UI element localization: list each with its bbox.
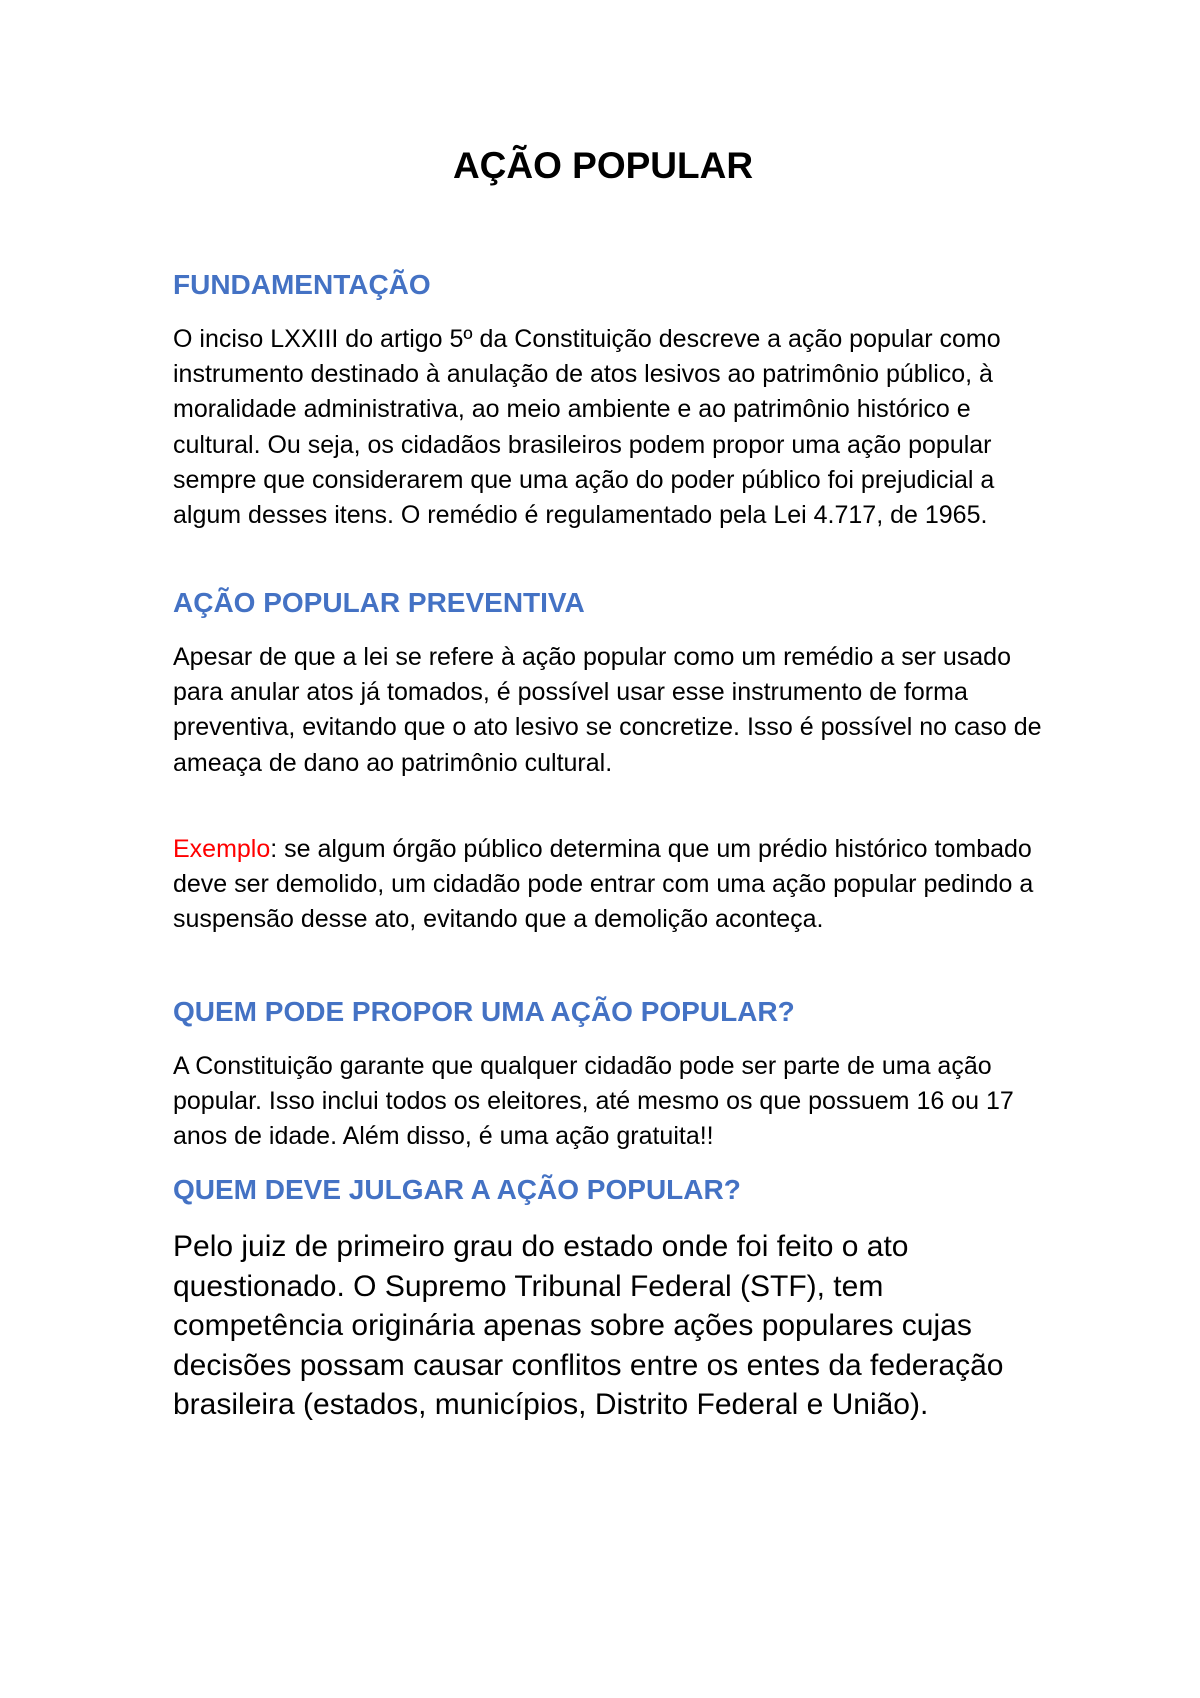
section-heading-quem-deve-julgar: QUEM DEVE JULGAR A AÇÃO POPULAR? <box>173 1174 741 1205</box>
paragraph-acao-popular-preventiva: Apesar de que a lei se refere à ação popular como um remédio a ser usado para anular atos já tomados, é possível usar esse instrumento de forma preventiva, evitando que o ato lesivo se concretize. Isso é possível no caso de ameaça de dano ao patrimônio cultural. <box>173 643 1042 777</box>
example-text: : se algum órgão público determina que um prédio histórico tombado deve ser demolido, um cidadão pode entrar com uma ação popular pedindo a suspensão desse ato, evitando que a demolição aconteça. <box>173 835 1034 934</box>
paragraph-fundamentacao: O inciso LXXIII do artigo 5º da Constituição descreve a ação popular como instrumento destinado à anulação de atos lesivos ao patrimônio público, à moralidade administrativa, ao meio ambiente e ao patrimônio histórico e cultural. Ou seja, os cidadãos brasileiros podem propor uma ação popular sempre que considerarem que uma ação do poder público foi prejudicial a algum desses itens. O remédio é regulamentado pela Lei 4.717, de 1965. <box>173 325 1001 530</box>
section-heading-acao-popular-preventiva: AÇÃO POPULAR PREVENTIVA <box>173 587 585 618</box>
paragraph-quem-pode-propor: A Constituição garante que qualquer cidadão pode ser parte de uma ação popular. Isso inclui todos os eleitores, até mesmo os que possuem 16 ou 17 anos de idade. Além disso, é uma ação gratuita!! <box>173 1052 1014 1151</box>
example-label: Exemplo <box>173 835 271 863</box>
document-title: AÇÃO POPULAR <box>452 145 754 186</box>
paragraph-quem-deve-julgar: Pelo juiz de primeiro grau do estado onde foi feito o ato questionado. O Supremo Tribunal Federal (STF), tem competência originária apenas sobre ações populares cujas decisões possam causar conflitos entre os entes da federação brasileira (estados, municípios, Distrito Federal e União). <box>173 1230 1004 1421</box>
example-paragraph <box>173 832 1053 938</box>
section-heading-quem-pode-propor: QUEM PODE PROPOR UMA AÇÃO POPULAR? <box>173 996 795 1027</box>
section-heading-fundamentacao: FUNDAMENTAÇÃO <box>173 269 431 300</box>
